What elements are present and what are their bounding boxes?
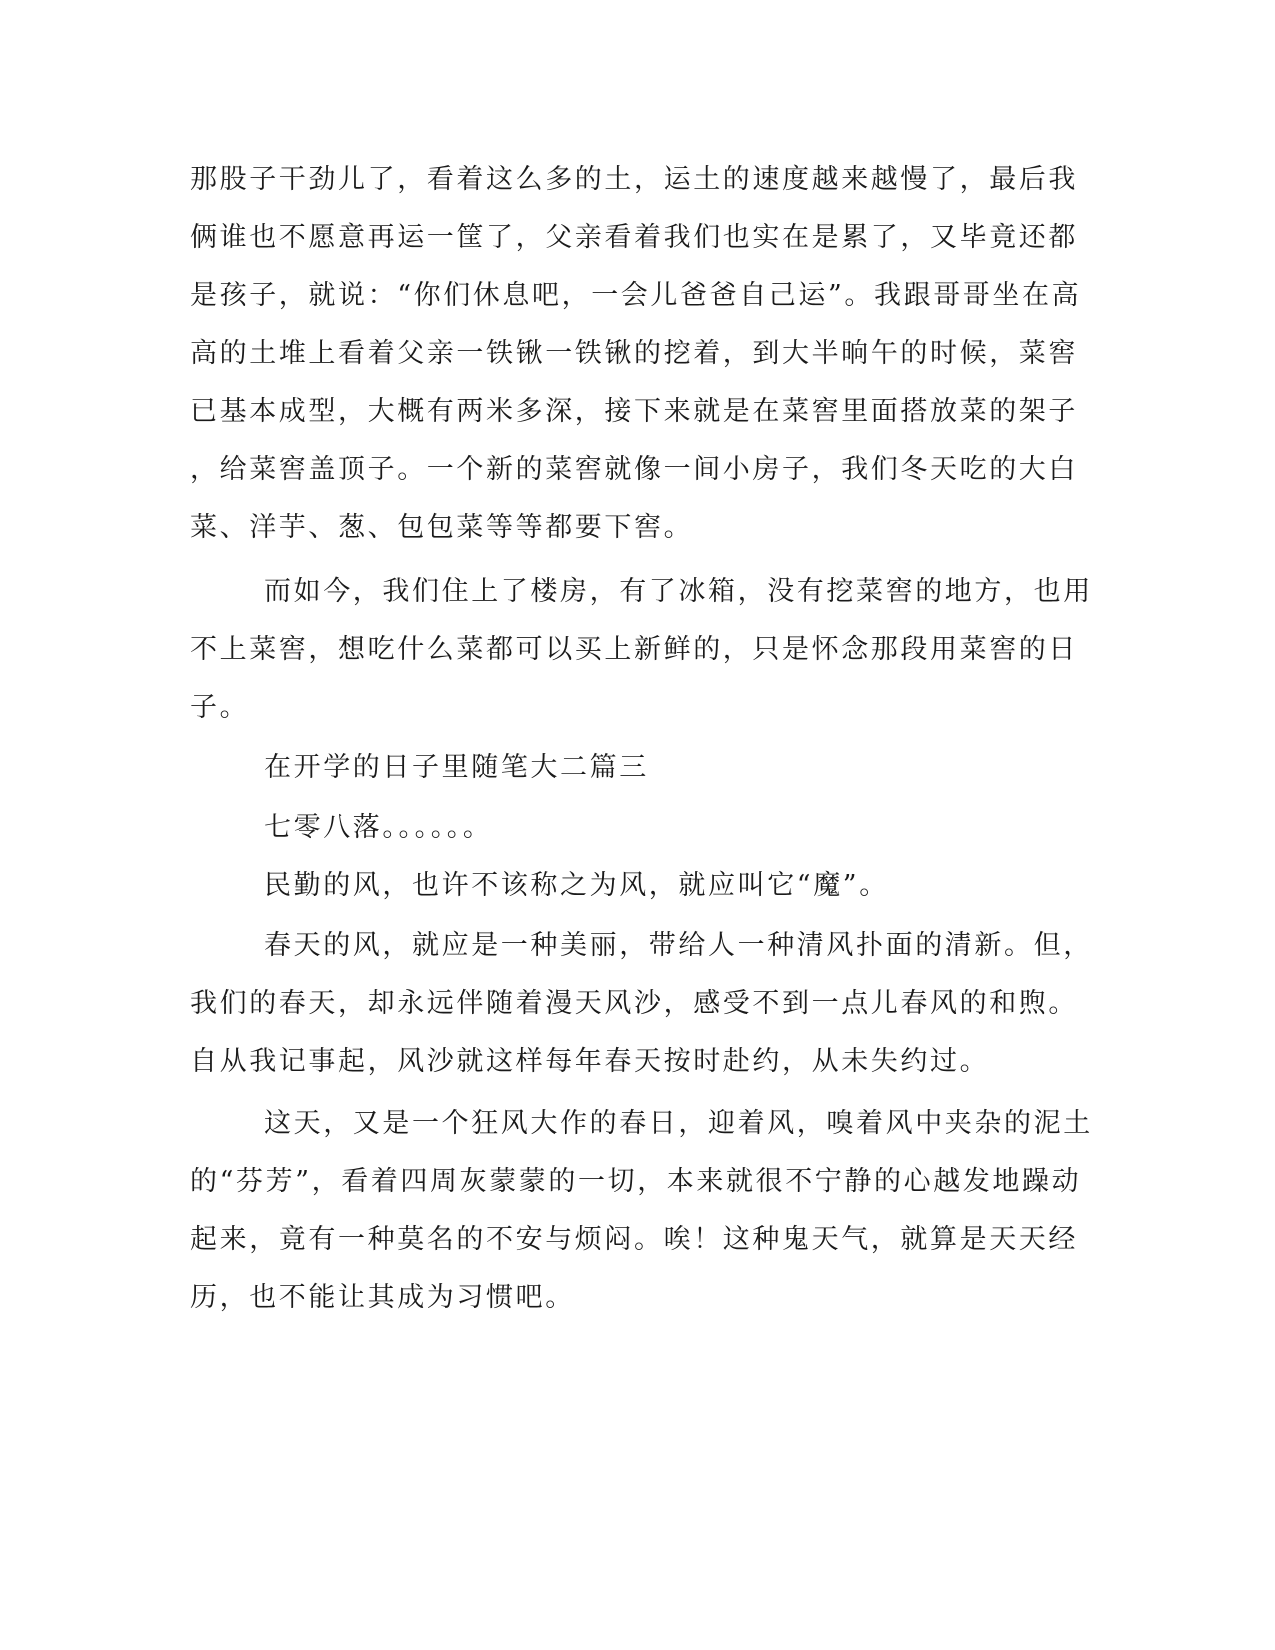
text-line: 历，也不能让其成为习惯吧。 bbox=[190, 1282, 575, 1313]
text-line: 是孩子，就说：“你们休息吧，一会儿爸爸自己运”。我跟哥哥坐在高 bbox=[190, 280, 1082, 311]
text-line: 而如今，我们住上了楼房，有了冰箱，没有挖菜窖的地方，也用 bbox=[264, 576, 1093, 607]
text-line: 这天，又是一个狂风大作的春日，迎着风，嗅着风中夹杂的泥土 bbox=[264, 1108, 1093, 1139]
text-line: ，给菜窖盖顶子。一个新的菜窖就像一间小房子，我们冬天吃的大白 bbox=[190, 454, 1078, 485]
text-line: 春天的风，就应是一种美丽，带给人一种清风扑面的清新。但， bbox=[264, 930, 1093, 961]
text-line: 不上菜窖，想吃什么菜都可以买上新鲜的，只是怀念那段用菜窖的日 bbox=[190, 634, 1078, 665]
text-line: 子。 bbox=[190, 692, 250, 723]
text-line: 俩谁也不愿意再运一筐了，父亲看着我们也实在是累了，又毕竟还都 bbox=[190, 222, 1078, 253]
text-line: 高的土堆上看着父亲一铁锹一铁锹的挖着，到大半晌午的时候，菜窖 bbox=[190, 338, 1078, 369]
text-line: 我们的春天，却永远伴随着漫天风沙，感受不到一点儿春风的和煦。 bbox=[190, 988, 1078, 1019]
text-line: 七零八落。。。。。。 bbox=[264, 812, 493, 843]
text-line: 民勤的风，也许不该称之为风，就应叫它“魔”。 bbox=[264, 870, 889, 901]
text-line: 起来，竟有一种莫名的不安与烦闷。唉！这种鬼天气，就算是天天经 bbox=[190, 1224, 1078, 1255]
text-line: 的“芬芳”，看着四周灰蒙蒙的一切，本来就很不宁静的心越发地躁动 bbox=[190, 1166, 1082, 1197]
text-line: 自从我记事起，风沙就这样每年春天按时赴约，从未失约过。 bbox=[190, 1046, 990, 1077]
section-title: 在开学的日子里随笔大二篇三 bbox=[264, 752, 649, 783]
text-line: 已基本成型，大概有两米多深，接下来就是在菜窖里面搭放菜的架子 bbox=[190, 396, 1078, 427]
text-line: 那股子干劲儿了，看着这么多的土，运土的速度越来越慢了，最后我 bbox=[190, 164, 1078, 195]
text-line: 菜、洋芋、葱、包包菜等等都要下窖。 bbox=[190, 512, 694, 543]
